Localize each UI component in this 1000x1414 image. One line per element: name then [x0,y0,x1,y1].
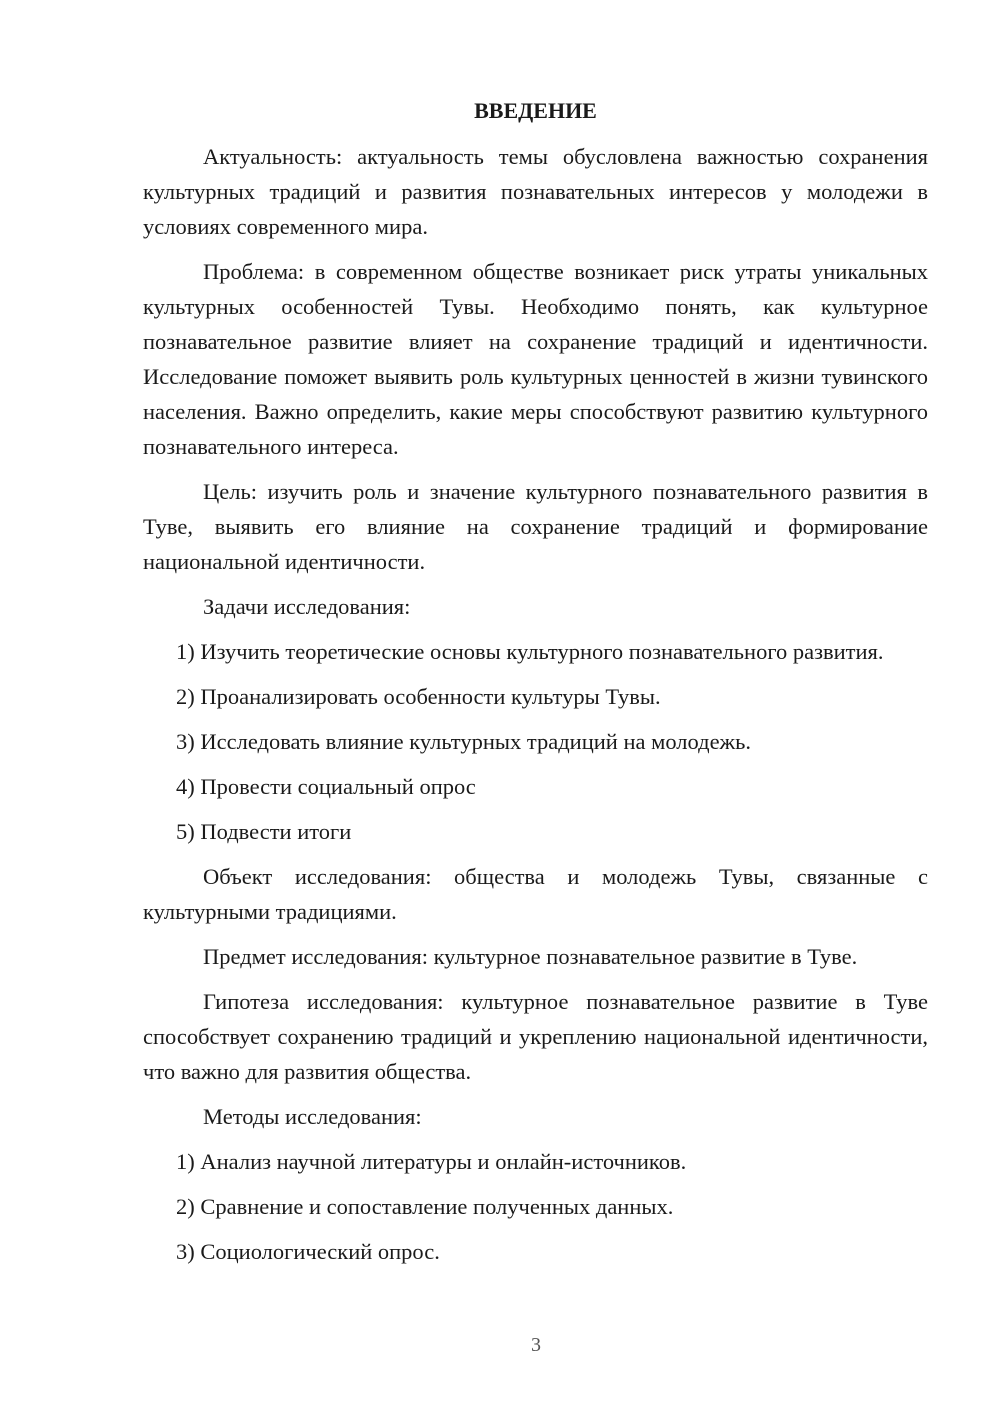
method-item-3: 3) Социологический опрос. [176,1239,440,1264]
relevance-paragraph: Актуальность: актуальность темы обусловлена важностью сохранения культурных традиций и развития познавательных интересов у молодежи в условиях современного мира. [143,144,928,239]
method-item-1: 1) Анализ научной литературы и онлайн-источников. [176,1149,687,1174]
goal-paragraph: Цель: изучить роль и значение культурного познавательного развития в Туве, выявить его влияние на сохранение традиций и формирование национальной идентичности. [143,479,928,574]
hypothesis-paragraph: Гипотеза исследования: культурное познавательное развитие в Туве способствует сохранению традиций и укреплению национальной идентичности, что важно для развития общества. [143,989,928,1084]
task-item-5: 5) Подвести итоги [176,819,352,844]
task-item-2: 2) Проанализировать особенности культуры Тувы. [176,684,661,709]
section-heading: ВВЕДЕНИЕ [474,98,597,123]
document-page [143,95,928,1279]
subject-paragraph: Предмет исследования: культурное познавательное развитие в Туве. [203,944,858,969]
task-item-1: 1) Изучить теоретические основы культурного познавательного развития. [176,639,884,664]
tasks-heading: Задачи исследования: [203,594,411,619]
page-number: 3 [531,1334,541,1356]
method-item-2: 2) Сравнение и сопоставление полученных данных. [176,1194,674,1219]
task-item-4: 4) Провести социальный опрос [176,774,476,799]
problem-paragraph: Проблема: в современном обществе возникает риск утраты уникальных культурных особенностей Тувы. Необходимо понять, как культурное познавательное развитие влияет на сохранение традиций и идентичности. Исследование поможет выявить роль культурных ценностей в жизни тувинского населения. Важно определить, какие меры способствуют развитию культурного познавательного интереса. [143,259,928,459]
methods-heading: Методы исследования: [203,1104,422,1129]
task-item-3: 3) Исследовать влияние культурных традиций на молодежь. [176,729,751,754]
object-paragraph: Объект исследования: общества и молодежь Тувы, связанные с культурными традициями. [143,864,928,924]
